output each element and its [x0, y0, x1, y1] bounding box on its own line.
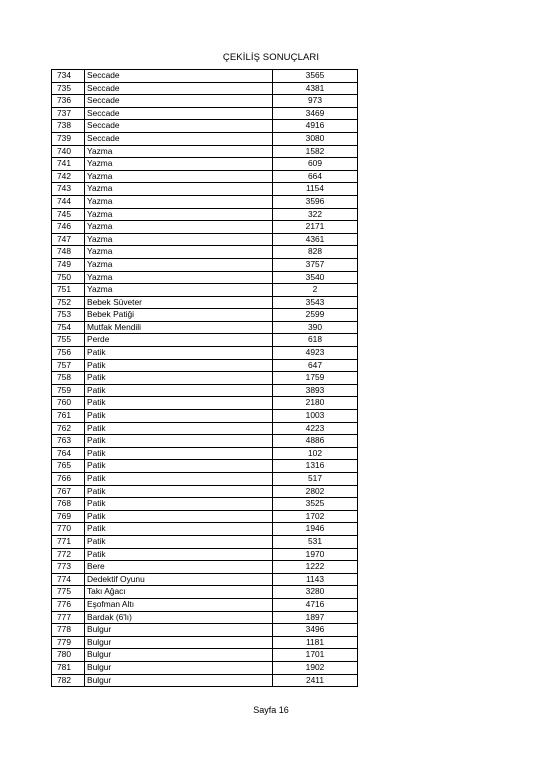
ticket-number: 1316: [273, 460, 358, 473]
table-row: [52, 561, 358, 574]
row-number: 779: [52, 636, 85, 649]
table-row: [52, 145, 358, 158]
ticket-number: 647: [273, 359, 358, 372]
item-name: Yazma: [85, 221, 273, 234]
table-row: [52, 132, 358, 145]
ticket-number: 4886: [273, 435, 358, 448]
table-row: [52, 334, 358, 347]
ticket-number: 517: [273, 473, 358, 486]
row-number: 772: [52, 548, 85, 561]
row-number: 763: [52, 435, 85, 448]
row-number: 750: [52, 271, 85, 284]
table-row: [52, 208, 358, 221]
row-number: 782: [52, 674, 85, 687]
row-number: 740: [52, 145, 85, 158]
table-row: [52, 82, 358, 95]
item-name: Seccade: [85, 107, 273, 120]
page-title: ÇEKİLİŞ SONUÇLARI: [222, 52, 320, 63]
row-number: 742: [52, 170, 85, 183]
item-name: Patik: [85, 422, 273, 435]
table-row: [52, 221, 358, 234]
item-name: Yazma: [85, 208, 273, 221]
item-name: Bebek Süveter: [85, 296, 273, 309]
table-row: [52, 271, 358, 284]
item-name: Seccade: [85, 82, 273, 95]
ticket-number: 1701: [273, 649, 358, 662]
table-row: [52, 410, 358, 423]
table-row: [52, 158, 358, 171]
table-row: [52, 195, 358, 208]
row-number: 768: [52, 498, 85, 511]
table-row: [52, 674, 358, 687]
item-name: Patik: [85, 397, 273, 410]
row-number: 739: [52, 132, 85, 145]
ticket-number: 102: [273, 447, 358, 460]
item-name: Yazma: [85, 258, 273, 271]
row-number: 738: [52, 120, 85, 133]
ticket-number: 3565: [273, 70, 358, 83]
item-name: Yazma: [85, 183, 273, 196]
row-number: 761: [52, 410, 85, 423]
item-name: Yazma: [85, 284, 273, 297]
item-name: Patik: [85, 523, 273, 536]
item-name: Perde: [85, 334, 273, 347]
ticket-number: 2802: [273, 485, 358, 498]
item-name: Mutfak Mendili: [85, 321, 273, 334]
table-row: [52, 586, 358, 599]
row-number: 774: [52, 573, 85, 586]
table-row: [52, 636, 358, 649]
table-row: [52, 246, 358, 259]
ticket-number: 1582: [273, 145, 358, 158]
table-row: [52, 649, 358, 662]
ticket-number: 1902: [273, 661, 358, 674]
item-name: Patik: [85, 473, 273, 486]
row-number: 773: [52, 561, 85, 574]
row-number: 737: [52, 107, 85, 120]
ticket-number: 3469: [273, 107, 358, 120]
item-name: Eşofman Altı: [85, 598, 273, 611]
item-name: Patik: [85, 435, 273, 448]
table-row: [52, 611, 358, 624]
table-row: [52, 573, 358, 586]
item-name: Bulgur: [85, 674, 273, 687]
table-row: [52, 535, 358, 548]
row-number: 760: [52, 397, 85, 410]
ticket-number: 1154: [273, 183, 358, 196]
table-row: [52, 296, 358, 309]
ticket-number: 973: [273, 95, 358, 108]
row-number: 748: [52, 246, 85, 259]
item-name: Patik: [85, 510, 273, 523]
ticket-number: 1970: [273, 548, 358, 561]
ticket-number: 2599: [273, 309, 358, 322]
results-table-body: [52, 70, 358, 687]
ticket-number: 1003: [273, 410, 358, 423]
row-number: 743: [52, 183, 85, 196]
table-row: [52, 258, 358, 271]
item-name: Bulgur: [85, 624, 273, 637]
item-name: Yazma: [85, 233, 273, 246]
ticket-number: 609: [273, 158, 358, 171]
item-name: Patik: [85, 410, 273, 423]
table-row: [52, 95, 358, 108]
table-row: [52, 309, 358, 322]
ticket-number: 1897: [273, 611, 358, 624]
item-name: Seccade: [85, 70, 273, 83]
ticket-number: 3540: [273, 271, 358, 284]
item-name: Patik: [85, 384, 273, 397]
item-name: Patik: [85, 548, 273, 561]
table-row: [52, 435, 358, 448]
row-number: 753: [52, 309, 85, 322]
ticket-number: 3543: [273, 296, 358, 309]
table-row: [52, 233, 358, 246]
item-name: Yazma: [85, 195, 273, 208]
ticket-number: 3757: [273, 258, 358, 271]
item-name: Patik: [85, 347, 273, 360]
ticket-number: 1222: [273, 561, 358, 574]
ticket-number: 4923: [273, 347, 358, 360]
row-number: 752: [52, 296, 85, 309]
ticket-number: 4916: [273, 120, 358, 133]
table-row: [52, 183, 358, 196]
row-number: 756: [52, 347, 85, 360]
row-number: 767: [52, 485, 85, 498]
ticket-number: 1702: [273, 510, 358, 523]
ticket-number: 2411: [273, 674, 358, 687]
row-number: 754: [52, 321, 85, 334]
table-row: [52, 422, 358, 435]
item-name: Bebek Patiği: [85, 309, 273, 322]
ticket-number: 531: [273, 535, 358, 548]
row-number: 759: [52, 384, 85, 397]
ticket-number: 1946: [273, 523, 358, 536]
table-row: [52, 321, 358, 334]
ticket-number: 3525: [273, 498, 358, 511]
item-name: Bulgur: [85, 649, 273, 662]
row-number: 746: [52, 221, 85, 234]
table-row: [52, 397, 358, 410]
ticket-number: 1759: [273, 372, 358, 385]
ticket-number: 322: [273, 208, 358, 221]
ticket-number: 3280: [273, 586, 358, 599]
page-number: Sayfa 16: [253, 705, 289, 715]
row-number: 751: [52, 284, 85, 297]
row-number: 777: [52, 611, 85, 624]
ticket-number: 2: [273, 284, 358, 297]
ticket-number: 3893: [273, 384, 358, 397]
ticket-number: 4361: [273, 233, 358, 246]
row-number: 780: [52, 649, 85, 662]
row-number: 758: [52, 372, 85, 385]
item-name: Bulgur: [85, 661, 273, 674]
row-number: 747: [52, 233, 85, 246]
table-row: [52, 460, 358, 473]
table-row: [52, 347, 358, 360]
row-number: 764: [52, 447, 85, 460]
item-name: Yazma: [85, 246, 273, 259]
item-name: Patik: [85, 359, 273, 372]
table-row: [52, 284, 358, 297]
item-name: Yazma: [85, 158, 273, 171]
table-row: [52, 170, 358, 183]
ticket-number: 664: [273, 170, 358, 183]
row-number: 736: [52, 95, 85, 108]
item-name: Yazma: [85, 271, 273, 284]
table-row: [52, 107, 358, 120]
ticket-number: 618: [273, 334, 358, 347]
row-number: 778: [52, 624, 85, 637]
row-number: 745: [52, 208, 85, 221]
row-number: 749: [52, 258, 85, 271]
table-row: [52, 359, 358, 372]
row-number: 762: [52, 422, 85, 435]
item-name: Patik: [85, 447, 273, 460]
row-number: 775: [52, 586, 85, 599]
ticket-number: 3596: [273, 195, 358, 208]
table-row: [52, 598, 358, 611]
row-number: 757: [52, 359, 85, 372]
item-name: Dedektif Oyunu: [85, 573, 273, 586]
table-row: [52, 473, 358, 486]
ticket-number: 4716: [273, 598, 358, 611]
ticket-number: 4381: [273, 82, 358, 95]
table-row: [52, 384, 358, 397]
item-name: Bere: [85, 561, 273, 574]
row-number: 766: [52, 473, 85, 486]
ticket-number: 390: [273, 321, 358, 334]
table-row: [52, 485, 358, 498]
ticket-number: 1181: [273, 636, 358, 649]
item-name: Bulgur: [85, 636, 273, 649]
item-name: Patik: [85, 372, 273, 385]
table-row: [52, 498, 358, 511]
table-row: [52, 510, 358, 523]
item-name: Seccade: [85, 120, 273, 133]
ticket-number: 2171: [273, 221, 358, 234]
row-number: 769: [52, 510, 85, 523]
row-number: 744: [52, 195, 85, 208]
table-row: [52, 624, 358, 637]
row-number: 734: [52, 70, 85, 83]
row-number: 765: [52, 460, 85, 473]
table-row: [52, 372, 358, 385]
item-name: Seccade: [85, 132, 273, 145]
row-number: 776: [52, 598, 85, 611]
table-row: [52, 548, 358, 561]
row-number: 770: [52, 523, 85, 536]
table-row: [52, 70, 358, 83]
item-name: Patik: [85, 460, 273, 473]
item-name: Patik: [85, 485, 273, 498]
item-name: Yazma: [85, 170, 273, 183]
row-number: 781: [52, 661, 85, 674]
ticket-number: 2180: [273, 397, 358, 410]
table-row: [52, 661, 358, 674]
row-number: 735: [52, 82, 85, 95]
table-row: [52, 523, 358, 536]
item-name: Patik: [85, 498, 273, 511]
item-name: Yazma: [85, 145, 273, 158]
item-name: Takı Ağacı: [85, 586, 273, 599]
table-row: [52, 120, 358, 133]
ticket-number: 4223: [273, 422, 358, 435]
item-name: Seccade: [85, 95, 273, 108]
ticket-number: 3080: [273, 132, 358, 145]
row-number: 755: [52, 334, 85, 347]
table-row: [52, 447, 358, 460]
row-number: 771: [52, 535, 85, 548]
ticket-number: 1143: [273, 573, 358, 586]
item-name: Patik: [85, 535, 273, 548]
ticket-number: 3496: [273, 624, 358, 637]
row-number: 741: [52, 158, 85, 171]
results-table: [51, 69, 358, 687]
ticket-number: 828: [273, 246, 358, 259]
item-name: Bardak (6'lı): [85, 611, 273, 624]
